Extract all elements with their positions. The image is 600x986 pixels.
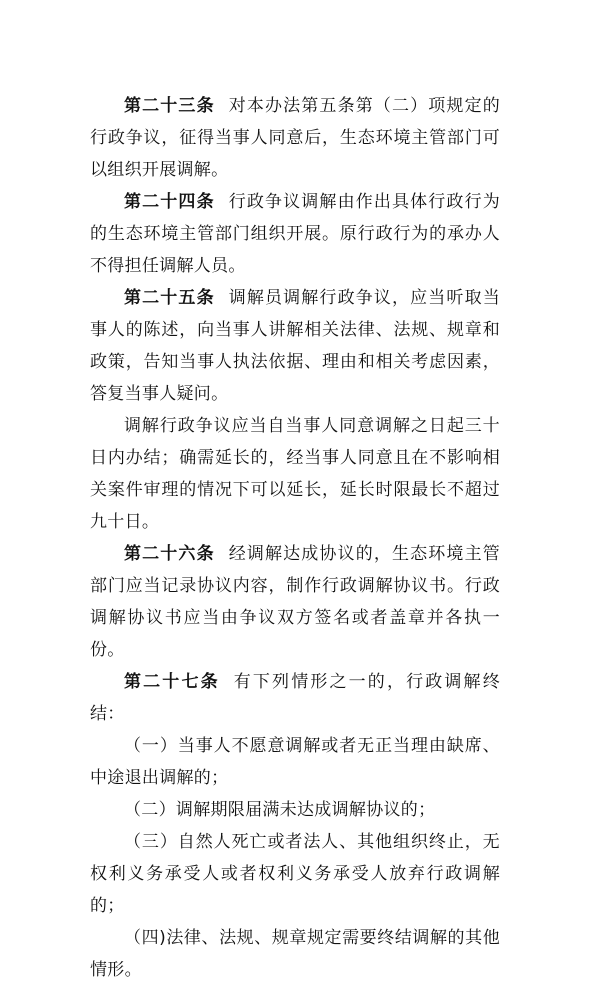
article-24-paragraph [90, 186, 500, 282]
article-text: 经调解达成协议的，生态环境主管部门应当记录协议内容，制作行政调解协议书。行政调解协议书应当由争议双方签名或者盖章并各执一份。 [90, 544, 501, 660]
article-number: 第二十六条 [124, 544, 215, 564]
list-item-1 [90, 730, 500, 794]
article-text: 调解员调解行政争议，应当听取当事人的陈述，向当事人讲解相关法律、法规、规章和政策，告知当事人执法依据、理由和相关考虑因素，答复当事人疑问。 [90, 288, 501, 404]
list-item-text: （二）调解期限届满未达成调解协议的； [124, 800, 436, 820]
paragraph-text: 调解行政争议应当自当事人同意调解之日起三十日内办结；确需延长的，经当事人同意且在不影响相关案件审理的情况下可以延长，延长时限最长不超过九十日。 [90, 416, 500, 532]
article-23-paragraph [90, 90, 500, 186]
article-27-paragraph [90, 666, 500, 730]
article-text: 有下列情形之一的，行政调解终结： [90, 672, 500, 724]
list-item-3 [90, 826, 500, 922]
list-item-2 [90, 794, 500, 826]
article-number: 第二十三条 [124, 96, 215, 116]
article-25-paragraph [90, 282, 500, 410]
article-number: 第二十四条 [124, 192, 215, 212]
article-25-continuation-paragraph [90, 410, 500, 538]
document-body [90, 90, 500, 986]
article-26-paragraph [90, 538, 500, 666]
list-item-text: （四)法律、法规、规章规定需要终结调解的其他情形。 [90, 928, 500, 980]
article-number: 第二十五条 [124, 288, 215, 308]
article-number: 第二十七条 [124, 672, 220, 692]
article-text: 行政争议调解由作出具体行政行为的生态环境主管部门组织开展。原行政行为的承办人不得担任调解人员。 [90, 192, 501, 276]
article-text: 对本办法第五条第（二）项规定的行政争议，征得当事人同意后，生态环境主管部门可以组织开展调解。 [90, 96, 501, 180]
list-item-text: （三）自然人死亡或者法人、其他组织终止，无权利义务承受人或者权利义务承受人放弃行政调解的； [90, 832, 500, 916]
list-item-4 [90, 922, 500, 986]
list-item-text: （一）当事人不愿意调解或者无正当理由缺席、中途退出调解的； [90, 736, 500, 788]
